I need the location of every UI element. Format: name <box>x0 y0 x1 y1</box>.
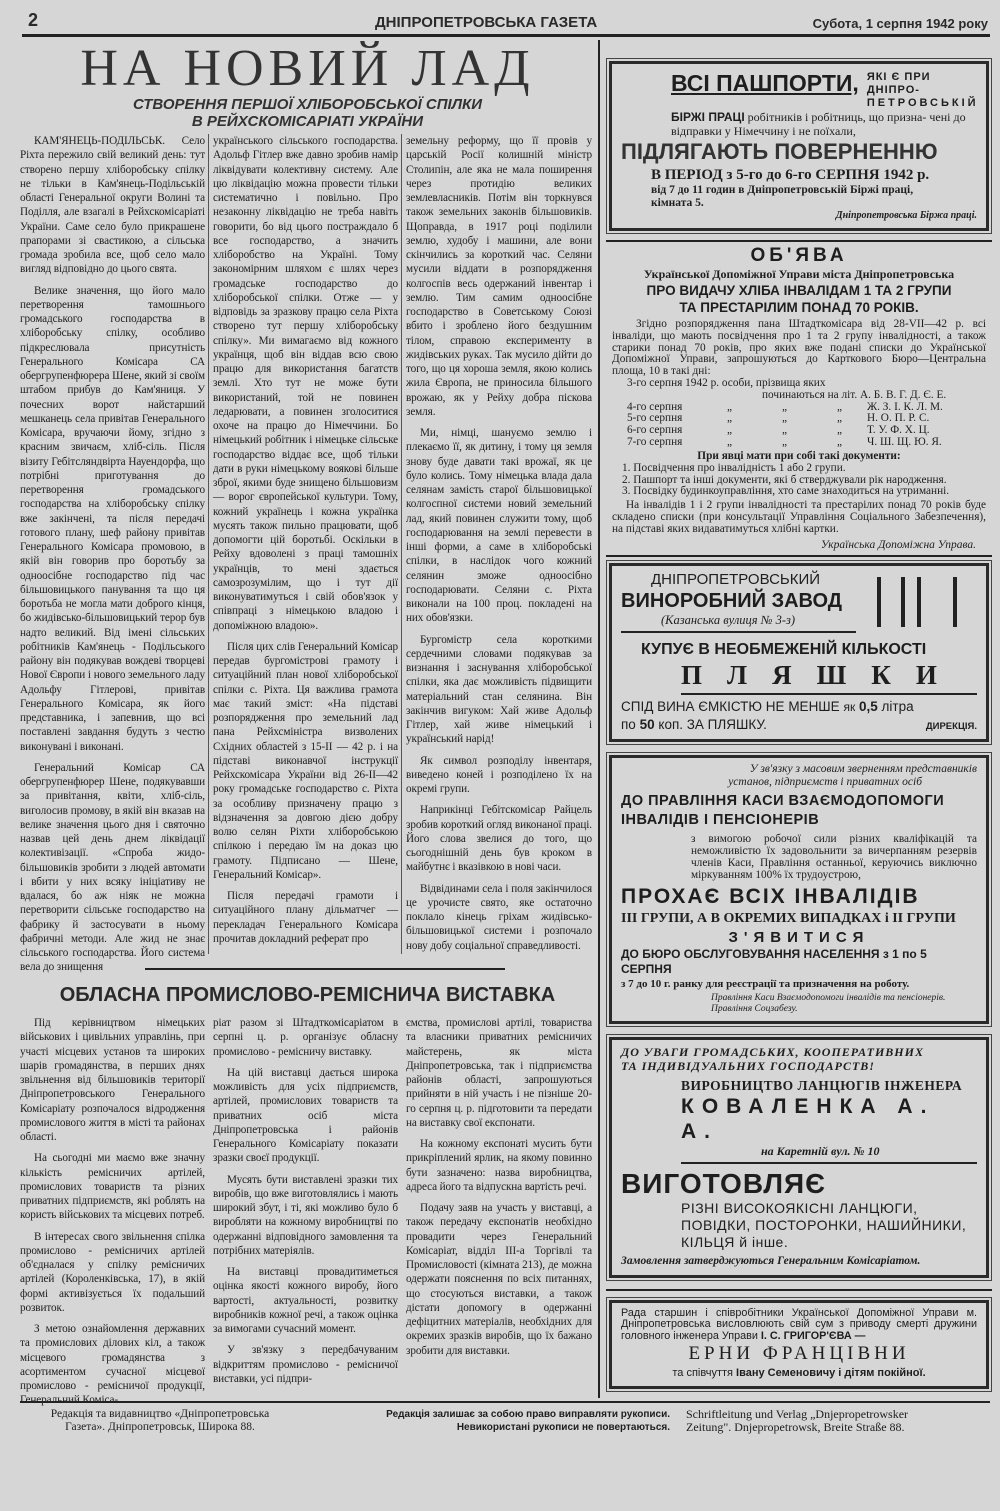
article2-headline: ОБЛАСНА ПРОМИСЛОВО-РЕМІСНИЧА ВИСТАВКА <box>59 984 556 1006</box>
schedule-day: 4-го серпня <box>627 400 683 413</box>
ad-text: літра <box>881 698 914 714</box>
ditto-mark: „ <box>727 412 733 425</box>
ad-text: Замовлення затверджуються Генеральним Комісаріатом. <box>621 1254 921 1267</box>
ad-text: III ГРУПИ, А В ОКРЕМИХ ВИПАДКАХ і II ГРУПИ <box>621 910 956 926</box>
ditto-mark: „ <box>837 424 843 437</box>
article-paragraph: КАМ'ЯНЕЦЬ-ПОДІЛЬСЬК. Село Ріхта пережило свій великий день: тут створено першу хліборобську спілку не тільки в Кам'янець-Подільській області Генеральної округи Волині та Поділля, але взагалі в Рейхскомісаріаті України. Саме село було прикрашене прапорами зі свастикою, а сільська громада зробила все, щоб село мало вигляд відповідно до цього свята. <box>20 135 205 276</box>
ad-obituary <box>609 1300 989 1390</box>
column-rule <box>401 134 402 954</box>
footer-middle <box>310 1408 670 1434</box>
ad-signature: Правління Каси Взаємодопомоги інвалідів та пенсіонерів. <box>711 992 946 1003</box>
column-rule <box>208 134 209 954</box>
ad-headline: ВСІ ПАШПОРТИ, <box>671 70 859 96</box>
article-column <box>20 134 205 974</box>
ad-rule <box>606 555 992 557</box>
ad-signature: Дніпропетровська Біржа праці. <box>835 210 977 221</box>
article-paragraph: На сьогодні ми маємо вже значну кількість ремісничих артілей, промислових товариств та різних приватних підприємств, які роблять на користь військових та місцевих потреб. <box>20 1152 205 1222</box>
document-item: 1. Посвідчення про інвалідність 1 або 2 групи. <box>622 461 846 474</box>
footer-left <box>20 1408 300 1434</box>
schedule-day: 5-го серпня <box>627 412 683 425</box>
article-paragraph: На цій виставці дається широка можливість для усіх підприємств, артілей, промислових товариств та приватних осіб міста Дніпропетровська і районів Генерального Комісаріату показати зразки своєї продукції. <box>213 1066 398 1165</box>
footer-text: Zeitung". Dnjepropetrowsk, Breite Straße 88. <box>686 1420 905 1434</box>
schedule-day: 6-го серпня <box>627 424 683 437</box>
ditto-mark: „ <box>837 435 843 448</box>
article-paragraph: З метою ознайомлення державних та промислових ділових кіл, а також місцевого громадянства з асортиментом сучасної місцевої промислово - ремісничої продукції, <box>20 1323 205 1392</box>
article-paragraph: Генеральний Комісар СА обергрупенфюрер Шене, подякувавши за привітання, квіти, хліб-сіль, виголосив промову, в якій він вказав на велике значення цього дня і святочно назвав цей день днем ліквідації колективізації. «Спроба жидо-більшовиків зробити з людей автомати і вбити у них всяку ініціативу не вдалася, бо аж ніяк не можна перетворити сільське господарство на фабрику й застосувати в ньому фабричні методи. Але жид не знає сільського господарства. Його система вела до знищення <box>20 761 205 974</box>
article-column <box>213 1016 398 1396</box>
article-paragraph: Велике значення, що його мало перетворення тамошнього громадського господарства в хліборобську спілку, особливо підкреслювала присутність Генерального Комісара СА обергрупенфюрера Шене, який зі своїм штабом прибув до Кам'яниця. У почесних ворот найстарший мешканець села привітав Генерального Комісара, вручаючи йому, згідно з красним звичаєм, хліб-сіль. Після візиту Гебітсляндвірта Науендорфа, що потрібні приготування до перетворення громадського господарства на хліборобську спілку вже закінчені, та після передачі готового плану, шеф району привітав Генерального Комісара промовою, в якій він говорив про боротьбу за одноосібне господарство під час більшовицького панування та що ця боротьба не могла мати доброго кінця, бо жидівсько-більшовицький терор був надто великий. Від імені сільських робітників Кам'янець - Подільського району він подякував вождеві творцеві Нової Європи і нового земельного ладу Адольфу Гітлерові, привітав Генерального Комісара, як його представника, і запевнив, що всі поставлені завдання будуть з честю виконувані і виконані. <box>20 284 205 753</box>
ditto-mark: „ <box>782 412 788 425</box>
ad-text: КУПУЄ В НЕОБМЕЖЕНІЙ КІЛЬКОСТІ <box>641 640 927 658</box>
ad-text: І. С. ГРИГОР'ЄВА — <box>760 1329 866 1342</box>
article-subtitle-1: СТВОРЕННЯ ПЕРШОЇ ХЛІБОРОБСЬКОЇ СПІЛКИ <box>132 96 483 113</box>
article-paragraph: Бургомістр села короткими сердечними словами подякував за визнання і заснування хліборобської спілки, яка дає можливість підвищити матеріальний стан селянина. Він закінчив вигуком: Хай живе Адольф Гітлер, хай живе німецький і український нарід! <box>406 633 592 746</box>
ad-big-text: ПЛЯШКИ <box>681 659 962 690</box>
ad-text: СПІД ВИНА ЄМКІСТЮ НЕ МЕНШЕ <box>621 698 840 714</box>
ad-text: ДО БЮРО ОБСЛУГОВУВАННЯ НАСЕЛЕННЯ з 1 по 5 СЕРПНЯ <box>621 946 927 976</box>
ad-text: з 7 до 10 г. ранку для реєстрації та призначення на роботу. <box>621 977 910 990</box>
ad-text: по <box>621 716 636 732</box>
ad-text: Української Допоміжної Управи міста Дніпропетровська <box>643 267 955 281</box>
footer-text: Редакція залишає за собою право виправляти рукописи. <box>386 1409 670 1420</box>
ad-text: починаються на літ. А. Б. В. Г. Д. Є. Е. <box>762 388 947 401</box>
ditto-mark: „ <box>782 400 788 413</box>
ad-passports <box>609 61 989 231</box>
ad-text: ДО УВАГИ ГРОМАДСЬКИХ, КООПЕРАТИВНИХ <box>621 1044 924 1059</box>
ad-text: коп. ЗА ПЛЯШКУ. <box>658 716 767 732</box>
article-paragraph: Відвідинами села і поля закінчилося це урочисте свято, яке остаточно поклало кінець гріхам жидівсько-більшовицької системи і розпочало нову добу соціальної справедливості. <box>406 882 592 952</box>
article-headline: НА НОВИЙ ЛАД <box>80 40 535 97</box>
ad-text: ВИРОБНИЦТВО ЛАНЦЮГІВ ІНЖЕНЕРА <box>681 1077 963 1093</box>
ad-text: ТА ІНДИВІДУАЛЬНИХ ГОСПОДАРСТВ! <box>621 1058 875 1073</box>
ad-title: ВИНОРОБНИЙ ЗАВОД <box>621 589 843 612</box>
schedule-letters: Ж. З. І. К. Л. М. <box>867 400 943 413</box>
ad-winery <box>609 563 989 742</box>
ad-big-text: ПІДЛЯГАЮТЬ ПОВЕРНЕННЮ <box>621 139 938 164</box>
article-paragraph: В інтересах свого звільнення спілка промислово - ремісничих артілей об'єдналася у спілку ремісничих артілей (Короленківська, 17), в якій формі активізується їх подальший розвиток. <box>20 1230 205 1314</box>
decorative-bars <box>877 577 957 627</box>
ad-signature: Українська Допоміжна Управа. <box>820 538 976 551</box>
ad-title: КОВАЛЕНКА А. А. <box>681 1094 935 1143</box>
ad-heading: ДО ПРАВЛІННЯ КАСИ ВЗАЄМОДОПОМОГИ <box>621 792 945 809</box>
article-paragraph: На кожному експонаті мусить бути прикріплений ярлик, на якому повинно бути зазначено: назва виробництва, адреса його та відпускна вартість речі. <box>406 1138 592 1193</box>
article-paragraph: земельну реформу, що її провів у царській Росії колишній міністр Столипін, але яка не мала поширення через протидію великих землевласників. Потім він торкнувся також земельних законів більшовиків. Щоправда, в 1917 році поділили землю, худобу і машини, але вони скінчились за короткий час. Селяни мусили віддати в розпорядження колгоспів весь одержаний інвентар і землю. Тим самим одноосібне господарство в Советському Союзі вбито і зроблено його бездушним тілом, справою експерименту в жидівських руках. Так мусило дійти до того, що ця хороша земля, якою колись жила Європа, не приносила більшого врожаю, як у Рейху добра піскова земля. <box>406 135 592 418</box>
ad-rule <box>621 631 856 633</box>
ad-text: 50 <box>639 716 655 732</box>
newspaper-title: ДНІПРОПЕТРОВСЬКА ГАЗЕТА <box>375 14 598 31</box>
schedule-letters: Н. О. П. Р. С. <box>867 412 930 425</box>
article-subtitle-2: В РЕЙХСКОМІСАРІАТІ УКРАЇНИ <box>191 113 424 130</box>
footer-text: Schriftleitung und Verlag „Dnjepropetrowsker <box>686 1407 909 1421</box>
ad-text: На інвалідів 1 і 2 групи інвалідності та престарілих понад 70 років буде складено списки (при консультації Управління Соціального Забезпечення), на підставі яких видаватимуться хлібні картки. <box>612 499 986 535</box>
schedule-day: 7-го серпня <box>627 435 683 448</box>
footer-right <box>686 1408 992 1434</box>
article-paragraph: ріат разом зі Штадткомісаріатом в серпні ц. р. організує обласну промислово - ремісничу виставку. <box>213 1017 398 1058</box>
ad-text: ЯКІ Є ПРИ ДНІПРО- <box>866 71 931 96</box>
ad-text: Згідно розпорядження пана Штадткомісара від 28-VII—42 р. всі інваліди, що мають посвідчення про 1 та 2 групу інвалідності, а також старики понад 70 років, про яких вже подані списки до Української Допоміжної Управи, запрошуються до Карткового Бюро—Центральна площа, 10 в такі дні: <box>612 318 986 378</box>
article-paragraph: Ми, німці, шануємо землю і плекаємо її, як дитину, і тому ця земля знову буде давати такі врожаї, як це було колись. Тому німецька влада дала селянам замість старої більшовицької колгоспної системи новий земельний лад, який повинен служити тому, щоб господарювання на землі перевести в інші форми, а саме в хліборобські спілки, в наслідок чого кожний селянин зможе одноосібно господарювати. Селяни с. Ріхта виконали на 100 проц. покладені на них обов'язки. <box>406 427 592 625</box>
advertisements-column <box>606 58 992 1392</box>
ad-text: ПЕТРОВСЬКІЙ <box>866 97 979 109</box>
masthead-rule <box>22 34 990 37</box>
article-paragraph: ємства, промислові артілі, товариства та власники приватних ремісничих майстерень, як міста Дніпропетровська, так і підприємства районів області, запрошуються прийняти в ній участь і не пізніше 20-го серпня ц. р. підготовити та передати на виставку свої експонати. <box>406 1017 592 1129</box>
ad-text: БІРЖІ ПРАЦІ <box>671 110 745 124</box>
article-paragraph: Під керівництвом німецьких військових і цивільних управлінь, при участі місцевих установ та широких шарів громадянства, в перших днях звільнення від більшовиків території Дніпропетровського Генерального Комісаріату розпочалося відродження промислового життя в місті та районах області. <box>20 1017 205 1143</box>
ad-rule <box>681 1162 977 1164</box>
article-column <box>213 134 398 964</box>
column-divider <box>598 40 600 1398</box>
schedule-letters: Ч. Ш. Щ. Ю. Я. <box>867 435 942 448</box>
ad-text: В ПЕРІОД з 5-го до 6-го СЕРПНЯ 1942 р. <box>651 167 930 183</box>
ad-signature: ДИРЕКЦІЯ. <box>925 720 977 732</box>
article-separator <box>145 968 505 970</box>
article-paragraph: Мусять бути виставлені зразки тих виробів, що вже виготовлялись і мають широкий збут, і ті, які можливо було б виробляти на кожному виробництві по одержанні відповідного замовлення та потрібних матеріялів. <box>213 1173 398 1257</box>
ad-big-text: ПРОХАЄ ВСІХ ІНВАЛІДІВ <box>621 884 920 908</box>
article-column <box>406 1016 592 1396</box>
ad-invalids <box>609 755 989 1024</box>
ditto-mark: „ <box>782 435 788 448</box>
document-item: 2. Пашпорт та інші документи, які б стверджували рік народження. <box>622 473 947 486</box>
ditto-mark: „ <box>727 400 733 413</box>
footer-rule <box>20 1401 990 1403</box>
footer-text: Невикористані рукописи не повертаються. <box>456 1422 670 1433</box>
page-number: 2 <box>28 10 39 30</box>
ditto-mark: „ <box>782 424 788 437</box>
ad-text: РІЗНІ ВИСОКОЯКІСНІ ЛАНЦЮГИ, ПОВІДКИ, ПОСТОРОНКИ, НАШИЙНИКИ, КІЛЬЦЯ й інше. <box>681 1199 967 1250</box>
ad-text: як <box>843 699 856 714</box>
ad-text: від 7 до 11 годин в Дніпропетровській Біржі праці, <box>651 184 914 196</box>
schedule-row <box>627 437 986 449</box>
ad-heading: ІНВАЛІДІВ І ПЕНСІОНЕРІВ <box>621 811 820 828</box>
ad-text: кімната 5. <box>651 197 704 209</box>
footer-text: Газета». Дніпропетровськ, Широка 88. <box>65 1421 255 1433</box>
ad-signature: Правління Соцзабезу. <box>711 1003 798 1014</box>
ad-rule <box>606 240 992 242</box>
ad-title: ОБ'ЯВА <box>750 245 848 266</box>
ad-big-text: ВИГОТОВЛЯЄ <box>621 1167 827 1199</box>
ad-text: У зв'язку з масовим зверненням представників <box>749 762 977 775</box>
ad-text: робітників і робітниць, що призна- <box>747 110 927 124</box>
article-column <box>20 1016 205 1396</box>
ad-chains <box>609 1037 989 1278</box>
ad-title: ЕРНИ ФРАНЦІВНИ <box>688 1343 910 1365</box>
ad-text: При явці мати при собі такі документи: <box>697 449 901 462</box>
article-paragraph: Після цих слів Генеральний Комісар передав бургомістрові грамоту і ситуаційний план нової хліборобської спілки с. Ріхта. Ця важлива грамота має такий зміст: «На підставі розпорядження про земельний лад пана Рейхсміністра визволених Східних областей з 15-II — 42 р. і на підставі виконавчої інструкції Рейхскомісара України від 26-II—42 року громадське господарство с. Ріхта за особливу призначену працю з відзначення за довгою дією добру волю селян Ріхти хліборобською спілкою і передаю їм на доказ цю грамоту. Підписано — Шене, Генеральний Комісар». <box>213 640 398 881</box>
ad-text: Івану Семеновичу і дітям покійної. <box>736 1367 926 1380</box>
ad-bread-announcement <box>606 245 992 552</box>
article-paragraph: Подачу заяв на участь у виставці, а також передачу експонатів необхідно провадити через Генеральний Комісаріат, відділ III-а Торгівлі та Промисловості (кімната 213), де можна одержати пояснення по всіх питаннях, що стосуються виставки, а також дістати допомогу в одержанні дефіцитних матеріалів, необхідних для окремих зразків виробів, що їх бажано зробити для виставки. <box>406 1202 592 1357</box>
ad-heading: ТА ПРЕСТАРІЛИМ ПОНАД 70 РОКІВ. <box>679 300 919 315</box>
ad-text: з вимогою робочої сили різних кваліфікацій та неможливістю їх задовольнити за вичерпанням резервів членів Каси, Правління останньої, керуючись виключно міркуванням 100% їх трудоустрою, <box>691 832 977 881</box>
ad-text: ДНІПРОПЕТРОВСЬКИЙ <box>651 570 821 588</box>
ad-text: та співчуття <box>672 1367 733 1380</box>
ad-text: Рада старшин і співробітники Української Допоміжної Управи м. Дніпропетровська висловлюють свій сум з приводу смерті дружини головного інженера Управи <box>621 1306 977 1342</box>
article-paragraph: українського сільського господарства. Адольф Гітлер вже давно зробив намір ліквідувати колективну систему. Але цю ліквідацію можна провести тільки систематично і повільно. Про незаконну ліквідацію не треба навіть говорити, бо від цього постраждало б все господарство, а значить хліборобство на Україні. Тому закономірним шляхом є шлях через громадське господарство до хліборобської спілки. Отже — у відповідь за зразкову працю села Ріхта створено тут першу хліборобську спілку». Ми вимагаємо від кожного українця, щоб він віддав всю свою працю для використання багатств землі. Хто тут не може бути використаний, той не повинен ледарювати, а повинен зголоситися охоче на працю до Німеччини. Бо німецький робітник і німецьке сільське господарство віддає все, щоб тільки дати в руки німецькому воякові більше зброї, якими буде знищено більшовизм — ворог європейської культури. Тому, кожний українець і кожна українка мусять також пильно працювати, щоб допомогти цій боротьбі. Оскільки в Рейху вдоволені з праці тамошніх українців, то мені здається самозрозумілим, що і тут дії виконуватимуться і свій обов'язок у співпраці з німецькою владою і допоміжною владою». <box>213 135 398 632</box>
document-item: 3. Посвідку будинкоуправління, хто саме знаходиться на утриманні. <box>622 485 950 498</box>
ad-text: З'ЯВИТИСЯ <box>728 928 870 946</box>
article-paragraph: Як символ розподілу інвентаря, виведено коней і розподілено їх на окремі групи. <box>406 754 592 795</box>
ad-text: чені до відправки у Німеччину і не поїхали, <box>671 110 966 138</box>
article-paragraph: На виставці провадитиметься оцінка якості кожного виробу, його вартості, актуальності, розвитку виробників кожної речі, а також оцінка за вимогами сучасний момент. <box>213 1266 398 1335</box>
ditto-mark: „ <box>727 435 733 448</box>
article-paragraph: У зв'язку з передбачуваним відкриттям промислово - ремісничої виставки, усі підпри- <box>213 1344 398 1385</box>
ad-text: 3-го серпня 1942 р. особи, прізвища яких <box>627 376 826 389</box>
ditto-mark: „ <box>837 400 843 413</box>
ad-text: установ, підприємств і приватних осіб <box>728 775 922 788</box>
article-paragraph: Наприкінці Гебітскомісар Райцель зробив короткий огляд виконаної праці. Його слова звелися до того, що сьогоднішній день був кроком в майбутнє і вказівкою в нові часи. <box>406 804 592 874</box>
ditto-mark: „ <box>837 412 843 425</box>
ad-rule <box>606 1289 992 1291</box>
ad-text: на Каретній вул. № 10 <box>761 1143 880 1158</box>
ditto-mark: „ <box>727 424 733 437</box>
ad-text: (Казанська вулиця № 3-з) <box>661 612 796 627</box>
schedule-letters: Т. У. Ф. Х. Ц. <box>867 424 930 437</box>
footer-text: Редакція та видавництво «Дніпропетровська <box>50 1408 270 1420</box>
article-paragraph: Після передачі грамоти і ситуаційного плану дільматчег — перекладач Генерального Комісара прочитав докладний реферат про <box>213 890 398 945</box>
ad-heading: ПРО ВИДАЧУ ХЛІБА ІНВАЛІДАМ 1 ТА 2 ГРУПИ <box>646 283 952 298</box>
issue-date: Субота, 1 серпня 1942 року <box>812 16 988 31</box>
ad-rule <box>681 693 977 695</box>
ad-text: 0,5 <box>858 698 878 714</box>
article-column <box>406 134 592 964</box>
